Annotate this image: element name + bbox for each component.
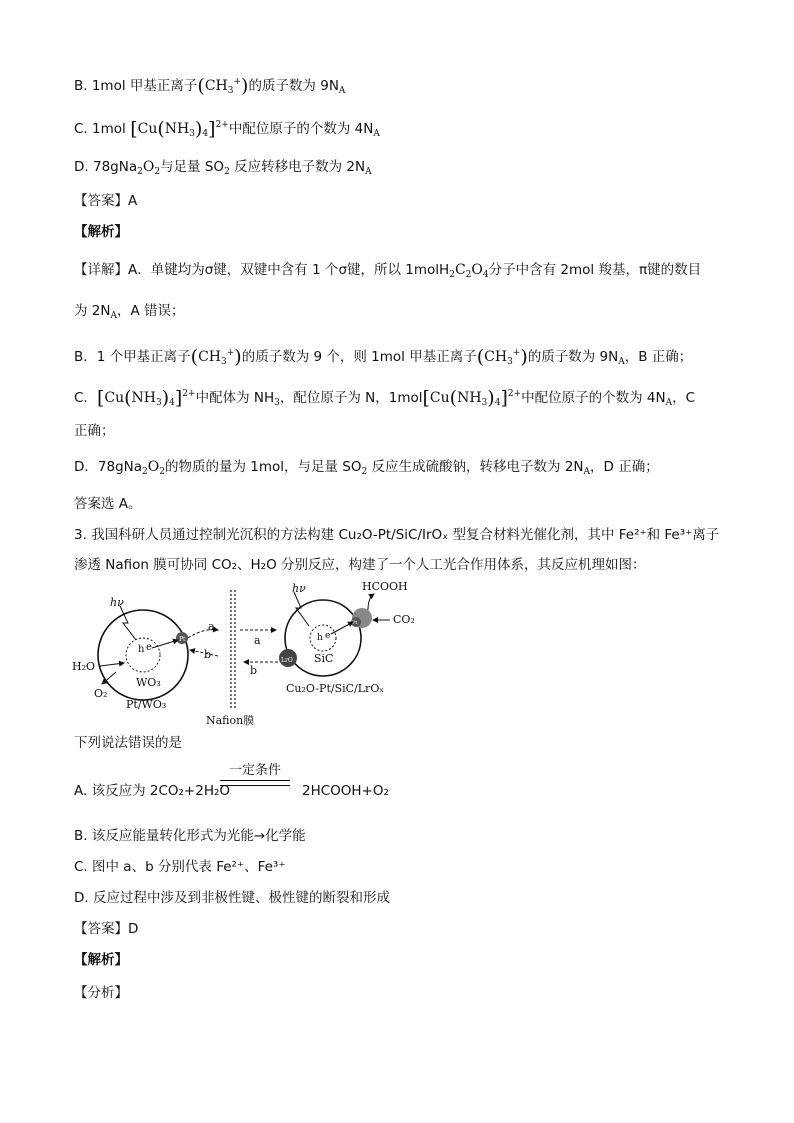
detail-line-5: 正确；	[74, 423, 115, 439]
b-right: b	[250, 664, 258, 677]
q3-option-a: A. 该反应为 2CO₂+2H₂O 2HCOOH+O₂	[74, 783, 389, 799]
option-d: D. $78gNa_2O_2$与足量 $SO_2$ 反应转移电子数为 $2N_A$	[74, 159, 372, 177]
q3-answer: 【答案】D	[74, 921, 139, 937]
answer-label: 【答案】A	[74, 193, 138, 209]
option-b: B. 1mol 甲基正离子$(CH_3^+)$的质子数为 $9N_A$	[74, 75, 346, 97]
nafion-label: Nafion膜	[206, 714, 255, 727]
detail-line-4: C．$[Cu(NH_3)_4]^{2+}$中配体为 $NH_3$，配位原子为 N，$1mol[Cu(NH_3)_4]^{2+}$中配位原子的个数为 $4N_A$，C	[74, 387, 696, 409]
hcooh-label: HCOOH	[362, 580, 408, 593]
hv-left: hν	[110, 596, 124, 609]
co2-label: CO₂	[393, 613, 415, 626]
hv-right: hν	[292, 582, 306, 595]
q3-prompt: 下列说法错误的是	[74, 735, 182, 751]
q3-option-c: C. 图中 a、b 分别代表 Fe²⁺、Fe³⁺	[74, 859, 286, 875]
catalyst-label: Cu₂O-Pt/SiC/LrOₓ	[286, 682, 384, 695]
sic-label: SiC	[314, 652, 334, 665]
wo3-label: WO₃	[136, 676, 161, 689]
hole-label-right: h	[317, 633, 323, 643]
q3-analysis: 【解析】	[74, 952, 128, 968]
q3-fenxi: 【分析】	[74, 985, 128, 1001]
b-left: b	[204, 648, 212, 661]
option-c: C. 1mol $[Cu(NH_3)_4]^{2+}$中配位原子的个数为 $4N_A$	[74, 118, 380, 140]
reaction-condition: 一定条件	[220, 763, 290, 786]
detail-line-1: 【详解】A．单键均为σ键，双键中含有 1 个σ键，所以 $1molH_2C_2O_4$分子中含有 2mol 羧基，π键的数目	[74, 262, 702, 280]
lro-text: LrO	[281, 657, 293, 664]
final-answer: 答案选 A。	[74, 496, 142, 512]
detail-line-6: D．$78gNa_2O_2$的物质的量为 1mol，与足量 $SO_2$ 反应生成硫酸钠，转移电子数为 $2N_A$，D 正确；	[74, 459, 659, 477]
q3-option-d: D. 反应过程中涉及到非极性键、极性键的断裂和形成	[74, 890, 390, 906]
q3-stem-line-2: 渗透 Nafion 膜可协同 CO₂、H₂O 分别反应，构建了一个人工光合作用体系，其反应机理如图：	[74, 557, 646, 573]
electron-label-right: e	[325, 631, 331, 641]
detail-line-3: B．1 个甲基正离子$(CH_3^+)$的质子数为 9 个，则 1mol 甲基正离子$(CH_3^+)$的质子数为 $9N_A$，B 正确；	[74, 346, 693, 368]
pt-right-label: Pt	[352, 620, 358, 626]
electron-label: e	[146, 642, 152, 653]
reaction-mechanism-diagram	[68, 578, 428, 728]
q3-stem-line-1: 3. 我国科研人员通过控制光沉积的方法构建 Cu₂O-Pt/SiC/IrOₓ 型复合材料光催化剂，其中 Fe²⁺和 Fe³⁺离子	[74, 527, 720, 543]
q3-option-b: B. 该反应能量转化形式为光能→化学能	[74, 828, 306, 844]
pt-left-label: Pt	[179, 636, 186, 643]
hole-label: h	[138, 644, 145, 655]
analysis-label: 【解析】	[74, 224, 128, 240]
pt-wo3-label: Pt/WO₃	[126, 698, 167, 711]
detail-line-2: 为 $2N_A$，A 错误；	[74, 303, 185, 321]
o2-label: O₂	[94, 687, 108, 700]
a-right: a	[254, 634, 261, 647]
h2o-label: H₂O	[72, 660, 96, 673]
a-left: a	[208, 620, 215, 633]
